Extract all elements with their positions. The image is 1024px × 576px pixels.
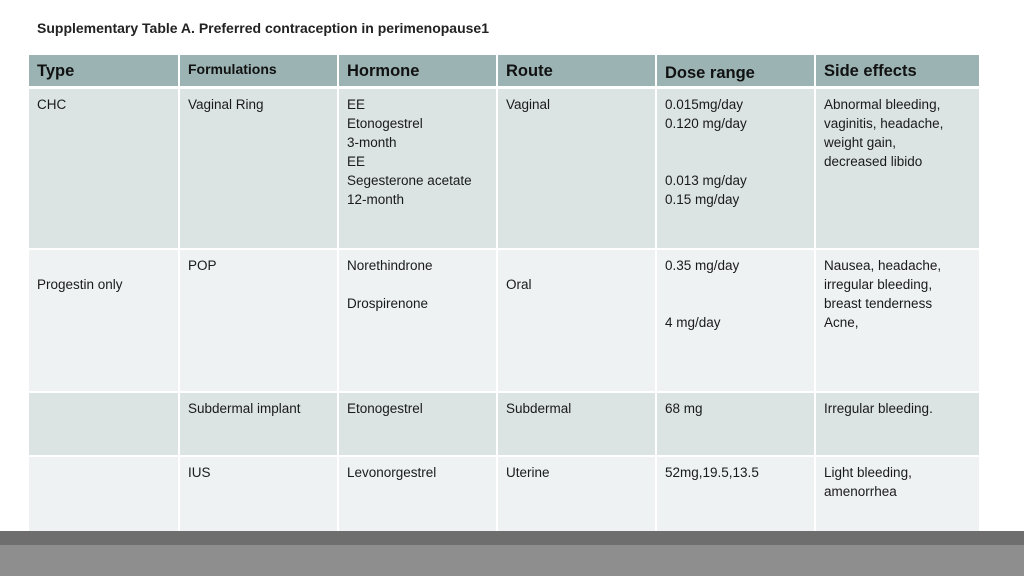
table-cell-dose: 0.015mg/day 0.120 mg/day 0.013 mg/day 0.15 mg/day	[657, 89, 816, 250]
table-cell-side-effects: Abnormal bleeding, vaginitis, headache, weight gain, decreased libido	[816, 89, 981, 250]
footer-bar-light	[0, 545, 1024, 576]
footer-bar-dark	[0, 531, 1024, 545]
table-cell-formulation: POP	[180, 250, 339, 393]
table-cell-route: Vaginal	[498, 89, 657, 250]
table-cell-hormone: Levonorgestrel	[339, 457, 498, 543]
contraception-table	[29, 55, 981, 543]
header-route: Route	[498, 55, 657, 89]
header-type: Type	[29, 55, 180, 89]
table-cell-dose: 52mg,19.5,13.5	[657, 457, 816, 543]
table-cell-formulation: IUS	[180, 457, 339, 543]
table-cell-side-effects: Nausea, headache, irregular bleeding, breast tenderness Acne,	[816, 250, 981, 393]
table-caption: Supplementary Table A. Preferred contraception in perimenopause1	[37, 20, 490, 36]
table-cell-hormone: Etonogestrel	[339, 393, 498, 457]
header-hormone: Hormone	[339, 55, 498, 89]
header-formulations: Formulations	[180, 55, 339, 89]
table-cell-route: Uterine	[498, 457, 657, 543]
table-cell-hormone: Norethindrone Drospirenone	[339, 250, 498, 393]
table-cell-formulation: Vaginal Ring	[180, 89, 339, 250]
header-dose-range: Dose range	[657, 55, 816, 89]
table-cell-side-effects: Irregular bleeding.	[816, 393, 981, 457]
table-cell-formulation: Subdermal implant	[180, 393, 339, 457]
table-cell-dose: 0.35 mg/day 4 mg/day	[657, 250, 816, 393]
table-cell-side-effects: Light bleeding, amenorrhea	[816, 457, 981, 543]
table-cell-type	[29, 393, 180, 457]
table-cell-hormone: EE Etonogestrel 3-month EE Segesterone acetate 12-month	[339, 89, 498, 250]
table-cell-type: CHC	[29, 89, 180, 250]
table-cell-dose: 68 mg	[657, 393, 816, 457]
table-cell-route: Oral	[498, 250, 657, 393]
table-cell-route: Subdermal	[498, 393, 657, 457]
header-side-effects: Side effects	[816, 55, 981, 89]
table-cell-type: Progestin only	[29, 250, 180, 393]
